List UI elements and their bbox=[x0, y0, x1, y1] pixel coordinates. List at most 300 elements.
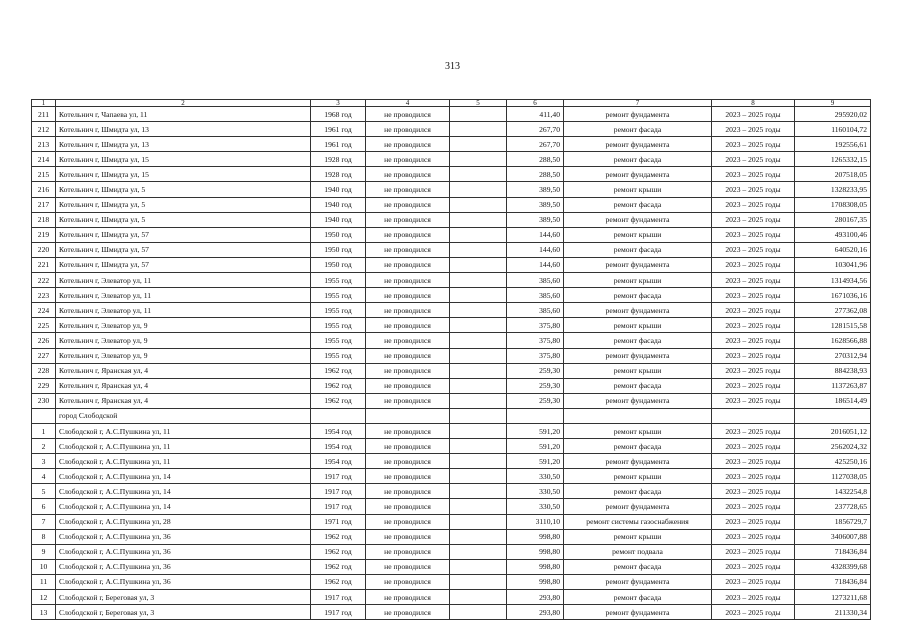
area-cell: 259,30 bbox=[507, 363, 564, 378]
last-repair-cell: не проводился bbox=[366, 363, 450, 378]
page-number: 313 bbox=[445, 61, 460, 72]
last-repair-cell: не проводился bbox=[366, 303, 450, 318]
commissioning-year-cell: 1940 год bbox=[311, 197, 366, 212]
repair-period-cell: 2023 – 2025 годы bbox=[712, 544, 795, 559]
area-cell: 998,80 bbox=[507, 574, 564, 589]
row-number-cell: 4 bbox=[32, 469, 56, 484]
commissioning-year-cell: 1962 год bbox=[311, 363, 366, 378]
address-cell: Котельнич г, Шмидта ул, 5 bbox=[56, 182, 311, 197]
last-repair-cell: не проводился bbox=[366, 499, 450, 514]
cost-cell: 1856729,7 bbox=[795, 514, 871, 529]
area-cell: 293,80 bbox=[507, 605, 564, 620]
repair-period-cell: 2023 – 2025 годы bbox=[712, 605, 795, 620]
table-row bbox=[32, 212, 871, 227]
cost-cell: 295920,02 bbox=[795, 107, 871, 122]
area-cell: 259,30 bbox=[507, 378, 564, 393]
cost-cell: 192556,61 bbox=[795, 137, 871, 152]
commissioning-year-cell: 1950 год bbox=[311, 257, 366, 272]
repair-period-cell: 2023 – 2025 годы bbox=[712, 574, 795, 589]
address-cell: Котельнич г, Элеватор ул, 11 bbox=[56, 273, 311, 288]
last-repair-cell: не проводился bbox=[366, 107, 450, 122]
work-type-cell: ремонт крыши bbox=[564, 227, 712, 242]
commissioning-year-cell: 1917 год bbox=[311, 484, 366, 499]
housing-repair-table bbox=[31, 99, 871, 620]
work-type-cell: ремонт крыши bbox=[564, 529, 712, 544]
last-repair-cell: не проводился bbox=[366, 212, 450, 227]
column-5-cell bbox=[450, 318, 507, 333]
commissioning-year-cell: 1955 год bbox=[311, 273, 366, 288]
column-5-cell bbox=[450, 574, 507, 589]
cost-cell: 1281515,58 bbox=[795, 318, 871, 333]
area-cell: 330,50 bbox=[507, 469, 564, 484]
repair-period-cell: 2023 – 2025 годы bbox=[712, 484, 795, 499]
commissioning-year-cell: 1962 год bbox=[311, 559, 366, 574]
column-header: 5 bbox=[450, 100, 507, 107]
work-type-cell: ремонт фундамента bbox=[564, 393, 712, 408]
work-type-cell: ремонт фасада bbox=[564, 122, 712, 137]
last-repair-cell: не проводился bbox=[366, 574, 450, 589]
cost-cell: 493100,46 bbox=[795, 227, 871, 242]
area-cell: 144,60 bbox=[507, 257, 564, 272]
table-row bbox=[32, 107, 871, 122]
row-number-cell: 216 bbox=[32, 182, 56, 197]
area-cell: 375,80 bbox=[507, 333, 564, 348]
column-5-cell bbox=[450, 363, 507, 378]
area-cell: 389,50 bbox=[507, 182, 564, 197]
repair-period-cell: 2023 – 2025 годы bbox=[712, 152, 795, 167]
last-repair-cell: не проводился bbox=[366, 514, 450, 529]
cost-cell: 277362,08 bbox=[795, 303, 871, 318]
last-repair-cell: не проводился bbox=[366, 439, 450, 454]
row-number-cell: 7 bbox=[32, 514, 56, 529]
area-cell: 330,50 bbox=[507, 484, 564, 499]
last-repair-cell: не проводился bbox=[366, 288, 450, 303]
area-cell: 411,40 bbox=[507, 107, 564, 122]
table-row bbox=[32, 378, 871, 393]
table-row bbox=[32, 559, 871, 574]
cost-cell: 884238,93 bbox=[795, 363, 871, 378]
row-number-cell: 3 bbox=[32, 454, 56, 469]
table-row bbox=[32, 333, 871, 348]
table-row bbox=[32, 122, 871, 137]
repair-period-cell: 2023 – 2025 годы bbox=[712, 559, 795, 574]
commissioning-year-cell: 1955 год bbox=[311, 288, 366, 303]
column-5-cell bbox=[450, 439, 507, 454]
work-type-cell: ремонт крыши bbox=[564, 273, 712, 288]
work-type-cell: ремонт фундамента bbox=[564, 303, 712, 318]
column-5-cell bbox=[450, 303, 507, 318]
table-row bbox=[32, 590, 871, 605]
commissioning-year-cell: 1962 год bbox=[311, 574, 366, 589]
cost-cell: 280167,35 bbox=[795, 212, 871, 227]
column-5-cell bbox=[450, 484, 507, 499]
row-number-cell: 8 bbox=[32, 529, 56, 544]
commissioning-year-cell: 1962 год bbox=[311, 378, 366, 393]
cost-cell: 425250,16 bbox=[795, 454, 871, 469]
column-5-cell bbox=[450, 333, 507, 348]
last-repair-cell: не проводился bbox=[366, 182, 450, 197]
last-repair-cell bbox=[366, 408, 450, 423]
work-type-cell: ремонт фасада bbox=[564, 559, 712, 574]
work-type-cell: ремонт фундамента bbox=[564, 167, 712, 182]
work-type-cell: ремонт крыши bbox=[564, 363, 712, 378]
repair-period-cell: 2023 – 2025 годы bbox=[712, 499, 795, 514]
last-repair-cell: не проводился bbox=[366, 378, 450, 393]
commissioning-year-cell: 1954 год bbox=[311, 454, 366, 469]
row-number-cell: 6 bbox=[32, 499, 56, 514]
row-number-cell: 10 bbox=[32, 559, 56, 574]
last-repair-cell: не проводился bbox=[366, 318, 450, 333]
section-row bbox=[32, 408, 871, 423]
address-cell: Котельнич г, Шмидта ул, 13 bbox=[56, 137, 311, 152]
cost-cell: 1328233,95 bbox=[795, 182, 871, 197]
repair-period-cell: 2023 – 2025 годы bbox=[712, 122, 795, 137]
area-cell: 293,80 bbox=[507, 590, 564, 605]
commissioning-year-cell: 1917 год bbox=[311, 499, 366, 514]
column-5-cell bbox=[450, 423, 507, 438]
work-type-cell: ремонт системы газоснабжения bbox=[564, 514, 712, 529]
area-cell: 385,60 bbox=[507, 288, 564, 303]
address-cell: Котельнич г, Элеватор ул, 9 bbox=[56, 318, 311, 333]
work-type-cell: ремонт крыши bbox=[564, 318, 712, 333]
column-5-cell bbox=[450, 137, 507, 152]
row-number-cell: 214 bbox=[32, 152, 56, 167]
table-row bbox=[32, 303, 871, 318]
row-number-cell: 218 bbox=[32, 212, 56, 227]
column-header: 2 bbox=[56, 100, 311, 107]
work-type-cell: ремонт фундамента bbox=[564, 605, 712, 620]
row-number-cell: 1 bbox=[32, 423, 56, 438]
column-5-cell bbox=[450, 273, 507, 288]
cost-cell: 1432254,8 bbox=[795, 484, 871, 499]
repair-period-cell: 2023 – 2025 годы bbox=[712, 529, 795, 544]
repair-period-cell: 2023 – 2025 годы bbox=[712, 423, 795, 438]
table-row bbox=[32, 257, 871, 272]
work-type-cell: ремонт подвала bbox=[564, 544, 712, 559]
row-number-cell: 224 bbox=[32, 303, 56, 318]
address-cell: Котельнич г, Элеватор ул, 9 bbox=[56, 348, 311, 363]
area-cell: 144,60 bbox=[507, 227, 564, 242]
address-cell: Котельнич г, Элеватор ул, 9 bbox=[56, 333, 311, 348]
repair-period-cell: 2023 – 2025 годы bbox=[712, 182, 795, 197]
cost-cell: 211330,34 bbox=[795, 605, 871, 620]
column-5-cell bbox=[450, 544, 507, 559]
repair-period-cell: 2023 – 2025 годы bbox=[712, 393, 795, 408]
repair-period-cell: 2023 – 2025 годы bbox=[712, 439, 795, 454]
address-cell: Слободской г, А.С.Пушкина ул, 11 bbox=[56, 439, 311, 454]
cost-cell: 718436,84 bbox=[795, 574, 871, 589]
last-repair-cell: не проводился bbox=[366, 122, 450, 137]
area-cell: 591,20 bbox=[507, 454, 564, 469]
work-type-cell: ремонт фундамента bbox=[564, 499, 712, 514]
last-repair-cell: не проводился bbox=[366, 333, 450, 348]
last-repair-cell: не проводился bbox=[366, 544, 450, 559]
cost-cell: 640520,16 bbox=[795, 242, 871, 257]
address-cell: Котельнич г, Шмидта ул, 57 bbox=[56, 257, 311, 272]
address-cell: Котельнич г, Шмидта ул, 57 bbox=[56, 242, 311, 257]
table-row bbox=[32, 318, 871, 333]
row-number-cell: 229 bbox=[32, 378, 56, 393]
column-5-cell bbox=[450, 288, 507, 303]
cost-cell: 237728,65 bbox=[795, 499, 871, 514]
table-row bbox=[32, 242, 871, 257]
commissioning-year-cell: 1955 год bbox=[311, 303, 366, 318]
table-row bbox=[32, 484, 871, 499]
cost-cell: 1708308,05 bbox=[795, 197, 871, 212]
table-row bbox=[32, 605, 871, 620]
column-5-cell bbox=[450, 197, 507, 212]
cost-cell: 1273211,68 bbox=[795, 590, 871, 605]
cost-cell: 1265332,15 bbox=[795, 152, 871, 167]
area-cell: 144,60 bbox=[507, 242, 564, 257]
work-type-cell: ремонт фасада bbox=[564, 242, 712, 257]
table-row bbox=[32, 469, 871, 484]
last-repair-cell: не проводился bbox=[366, 152, 450, 167]
table-row bbox=[32, 152, 871, 167]
column-5-cell bbox=[450, 227, 507, 242]
repair-period-cell: 2023 – 2025 годы bbox=[712, 197, 795, 212]
address-cell: Слободской г, Береговая ул, 3 bbox=[56, 590, 311, 605]
repair-period-cell: 2023 – 2025 годы bbox=[712, 107, 795, 122]
address-cell: Котельнич г, Шмидта ул, 15 bbox=[56, 167, 311, 182]
row-number-cell: 217 bbox=[32, 197, 56, 212]
last-repair-cell: не проводился bbox=[366, 469, 450, 484]
work-type-cell: ремонт фундамента bbox=[564, 137, 712, 152]
last-repair-cell: не проводился bbox=[366, 559, 450, 574]
last-repair-cell: не проводился bbox=[366, 257, 450, 272]
address-cell: Слободской г, А.С.Пушкина ул, 36 bbox=[56, 529, 311, 544]
row-number-cell: 228 bbox=[32, 363, 56, 378]
row-number-cell: 215 bbox=[32, 167, 56, 182]
commissioning-year-cell: 1917 год bbox=[311, 590, 366, 605]
work-type-cell: ремонт фасада bbox=[564, 197, 712, 212]
row-number-cell: 222 bbox=[32, 273, 56, 288]
commissioning-year-cell: 1968 год bbox=[311, 107, 366, 122]
repair-period-cell: 2023 – 2025 годы bbox=[712, 363, 795, 378]
repair-period-cell: 2023 – 2025 годы bbox=[712, 273, 795, 288]
repair-period-cell: 2023 – 2025 годы bbox=[712, 212, 795, 227]
table-row bbox=[32, 439, 871, 454]
work-type-cell: ремонт фасада bbox=[564, 378, 712, 393]
row-number-cell: 227 bbox=[32, 348, 56, 363]
commissioning-year-cell: 1940 год bbox=[311, 182, 366, 197]
commissioning-year-cell: 1971 год bbox=[311, 514, 366, 529]
address-cell: Котельнич г, Шмидта ул, 15 bbox=[56, 152, 311, 167]
commissioning-year-cell: 1954 год bbox=[311, 439, 366, 454]
table-row bbox=[32, 423, 871, 438]
cost-cell: 1137263,87 bbox=[795, 378, 871, 393]
table-row bbox=[32, 273, 871, 288]
repair-period-cell: 2023 – 2025 годы bbox=[712, 378, 795, 393]
cost-cell: 3406007,88 bbox=[795, 529, 871, 544]
address-cell: Котельнич г, Шмидта ул, 57 bbox=[56, 227, 311, 242]
address-cell: Слободской г, А.С.Пушкина ул, 36 bbox=[56, 544, 311, 559]
table-row bbox=[32, 167, 871, 182]
commissioning-year-cell: 1962 год bbox=[311, 529, 366, 544]
repair-period-cell: 2023 – 2025 годы bbox=[712, 167, 795, 182]
last-repair-cell: не проводился bbox=[366, 454, 450, 469]
last-repair-cell: не проводился bbox=[366, 227, 450, 242]
last-repair-cell: не проводился bbox=[366, 242, 450, 257]
row-number-cell: 221 bbox=[32, 257, 56, 272]
repair-period-cell: 2023 – 2025 годы bbox=[712, 227, 795, 242]
last-repair-cell: не проводился bbox=[366, 348, 450, 363]
cost-cell: 718436,84 bbox=[795, 544, 871, 559]
work-type-cell: ремонт фасада bbox=[564, 484, 712, 499]
address-cell: Котельнич г, Яранская ул, 4 bbox=[56, 393, 311, 408]
commissioning-year-cell: 1962 год bbox=[311, 393, 366, 408]
column-5-cell bbox=[450, 212, 507, 227]
area-cell: 259,30 bbox=[507, 393, 564, 408]
repair-period-cell: 2023 – 2025 годы bbox=[712, 318, 795, 333]
row-number-cell: 11 bbox=[32, 574, 56, 589]
address-cell: город Слободской bbox=[56, 408, 311, 423]
table-row bbox=[32, 197, 871, 212]
row-number-cell: 212 bbox=[32, 122, 56, 137]
commissioning-year-cell: 1962 год bbox=[311, 544, 366, 559]
cost-cell: 186514,49 bbox=[795, 393, 871, 408]
last-repair-cell: не проводился bbox=[366, 484, 450, 499]
row-number-cell: 213 bbox=[32, 137, 56, 152]
column-5-cell bbox=[450, 348, 507, 363]
work-type-cell: ремонт фундамента bbox=[564, 574, 712, 589]
repair-period-cell: 2023 – 2025 годы bbox=[712, 257, 795, 272]
column-5-cell bbox=[450, 590, 507, 605]
commissioning-year-cell: 1955 год bbox=[311, 333, 366, 348]
work-type-cell: ремонт фасада bbox=[564, 288, 712, 303]
work-type-cell: ремонт фасада bbox=[564, 439, 712, 454]
repair-period-cell: 2023 – 2025 годы bbox=[712, 454, 795, 469]
commissioning-year-cell: 1950 год bbox=[311, 242, 366, 257]
last-repair-cell: не проводился bbox=[366, 137, 450, 152]
commissioning-year-cell: 1928 год bbox=[311, 152, 366, 167]
work-type-cell: ремонт крыши bbox=[564, 423, 712, 438]
commissioning-year-cell: 1961 год bbox=[311, 122, 366, 137]
column-5-cell bbox=[450, 152, 507, 167]
commissioning-year-cell: 1954 год bbox=[311, 423, 366, 438]
address-cell: Котельнич г, Шмидта ул, 13 bbox=[56, 122, 311, 137]
work-type-cell: ремонт фасада bbox=[564, 152, 712, 167]
cost-cell: 270312,94 bbox=[795, 348, 871, 363]
repair-period-cell: 2023 – 2025 годы bbox=[712, 288, 795, 303]
address-cell: Слободской г, А.С.Пушкина ул, 36 bbox=[56, 574, 311, 589]
address-cell: Котельнич г, Шмидта ул, 5 bbox=[56, 212, 311, 227]
row-number-cell: 220 bbox=[32, 242, 56, 257]
column-5-cell bbox=[450, 454, 507, 469]
commissioning-year-cell: 1928 год bbox=[311, 167, 366, 182]
address-cell: Слободской г, А.С.Пушкина ул, 36 bbox=[56, 559, 311, 574]
last-repair-cell: не проводился bbox=[366, 393, 450, 408]
work-type-cell: ремонт фасада bbox=[564, 590, 712, 605]
table-row bbox=[32, 393, 871, 408]
column-5-cell bbox=[450, 378, 507, 393]
repair-period-cell: 2023 – 2025 годы bbox=[712, 348, 795, 363]
work-type-cell: ремонт фасада bbox=[564, 333, 712, 348]
column-5-cell bbox=[450, 242, 507, 257]
commissioning-year-cell: 1955 год bbox=[311, 348, 366, 363]
column-5-cell bbox=[450, 122, 507, 137]
last-repair-cell: не проводился bbox=[366, 197, 450, 212]
last-repair-cell: не проводился bbox=[366, 529, 450, 544]
column-5-cell bbox=[450, 499, 507, 514]
work-type-cell: ремонт крыши bbox=[564, 182, 712, 197]
cost-cell bbox=[795, 408, 871, 423]
row-number-cell: 5 bbox=[32, 484, 56, 499]
column-header: 6 bbox=[507, 100, 564, 107]
area-cell bbox=[507, 408, 564, 423]
commissioning-year-cell: 1940 год bbox=[311, 212, 366, 227]
cost-cell: 207518,05 bbox=[795, 167, 871, 182]
work-type-cell: ремонт фундамента bbox=[564, 454, 712, 469]
area-cell: 591,20 bbox=[507, 439, 564, 454]
address-cell: Слободской г, А.С.Пушкина ул, 11 bbox=[56, 454, 311, 469]
repair-period-cell: 2023 – 2025 годы bbox=[712, 333, 795, 348]
area-cell: 998,80 bbox=[507, 529, 564, 544]
cost-cell: 4328399,68 bbox=[795, 559, 871, 574]
commissioning-year-cell: 1961 год bbox=[311, 137, 366, 152]
row-number-cell: 226 bbox=[32, 333, 56, 348]
table-row bbox=[32, 137, 871, 152]
cost-cell: 1314934,56 bbox=[795, 273, 871, 288]
commissioning-year-cell: 1917 год bbox=[311, 605, 366, 620]
area-cell: 330,50 bbox=[507, 499, 564, 514]
repair-period-cell: 2023 – 2025 годы bbox=[712, 303, 795, 318]
column-header: 8 bbox=[712, 100, 795, 107]
repair-period-cell: 2023 – 2025 годы bbox=[712, 469, 795, 484]
last-repair-cell: не проводился bbox=[366, 590, 450, 605]
work-type-cell: ремонт фундамента bbox=[564, 257, 712, 272]
column-5-cell bbox=[450, 559, 507, 574]
table-row bbox=[32, 544, 871, 559]
cost-cell: 1671036,16 bbox=[795, 288, 871, 303]
area-cell: 288,50 bbox=[507, 152, 564, 167]
column-5-cell bbox=[450, 408, 507, 423]
area-cell: 288,50 bbox=[507, 167, 564, 182]
address-cell: Котельнич г, Элеватор ул, 11 bbox=[56, 288, 311, 303]
area-cell: 375,80 bbox=[507, 318, 564, 333]
table-row bbox=[32, 574, 871, 589]
column-5-cell bbox=[450, 469, 507, 484]
address-cell: Слободской г, А.С.Пушкина ул, 11 bbox=[56, 423, 311, 438]
row-number-cell bbox=[32, 408, 56, 423]
table-row bbox=[32, 363, 871, 378]
column-number-row bbox=[32, 100, 871, 107]
column-5-cell bbox=[450, 182, 507, 197]
table-row bbox=[32, 227, 871, 242]
column-header: 1 bbox=[32, 100, 56, 107]
column-5-cell bbox=[450, 107, 507, 122]
cost-cell: 2016051,12 bbox=[795, 423, 871, 438]
cost-cell: 1127038,05 bbox=[795, 469, 871, 484]
row-number-cell: 230 bbox=[32, 393, 56, 408]
last-repair-cell: не проводился bbox=[366, 605, 450, 620]
commissioning-year-cell: 1917 год bbox=[311, 469, 366, 484]
row-number-cell: 13 bbox=[32, 605, 56, 620]
address-cell: Котельнич г, Яранская ул, 4 bbox=[56, 363, 311, 378]
column-5-cell bbox=[450, 167, 507, 182]
column-5-cell bbox=[450, 257, 507, 272]
commissioning-year-cell: 1955 год bbox=[311, 318, 366, 333]
table-row bbox=[32, 454, 871, 469]
cost-cell: 103041,96 bbox=[795, 257, 871, 272]
area-cell: 267,70 bbox=[507, 137, 564, 152]
commissioning-year-cell bbox=[311, 408, 366, 423]
column-5-cell bbox=[450, 393, 507, 408]
table-row bbox=[32, 529, 871, 544]
cost-cell: 1628566,88 bbox=[795, 333, 871, 348]
row-number-cell: 219 bbox=[32, 227, 56, 242]
row-number-cell: 2 bbox=[32, 439, 56, 454]
